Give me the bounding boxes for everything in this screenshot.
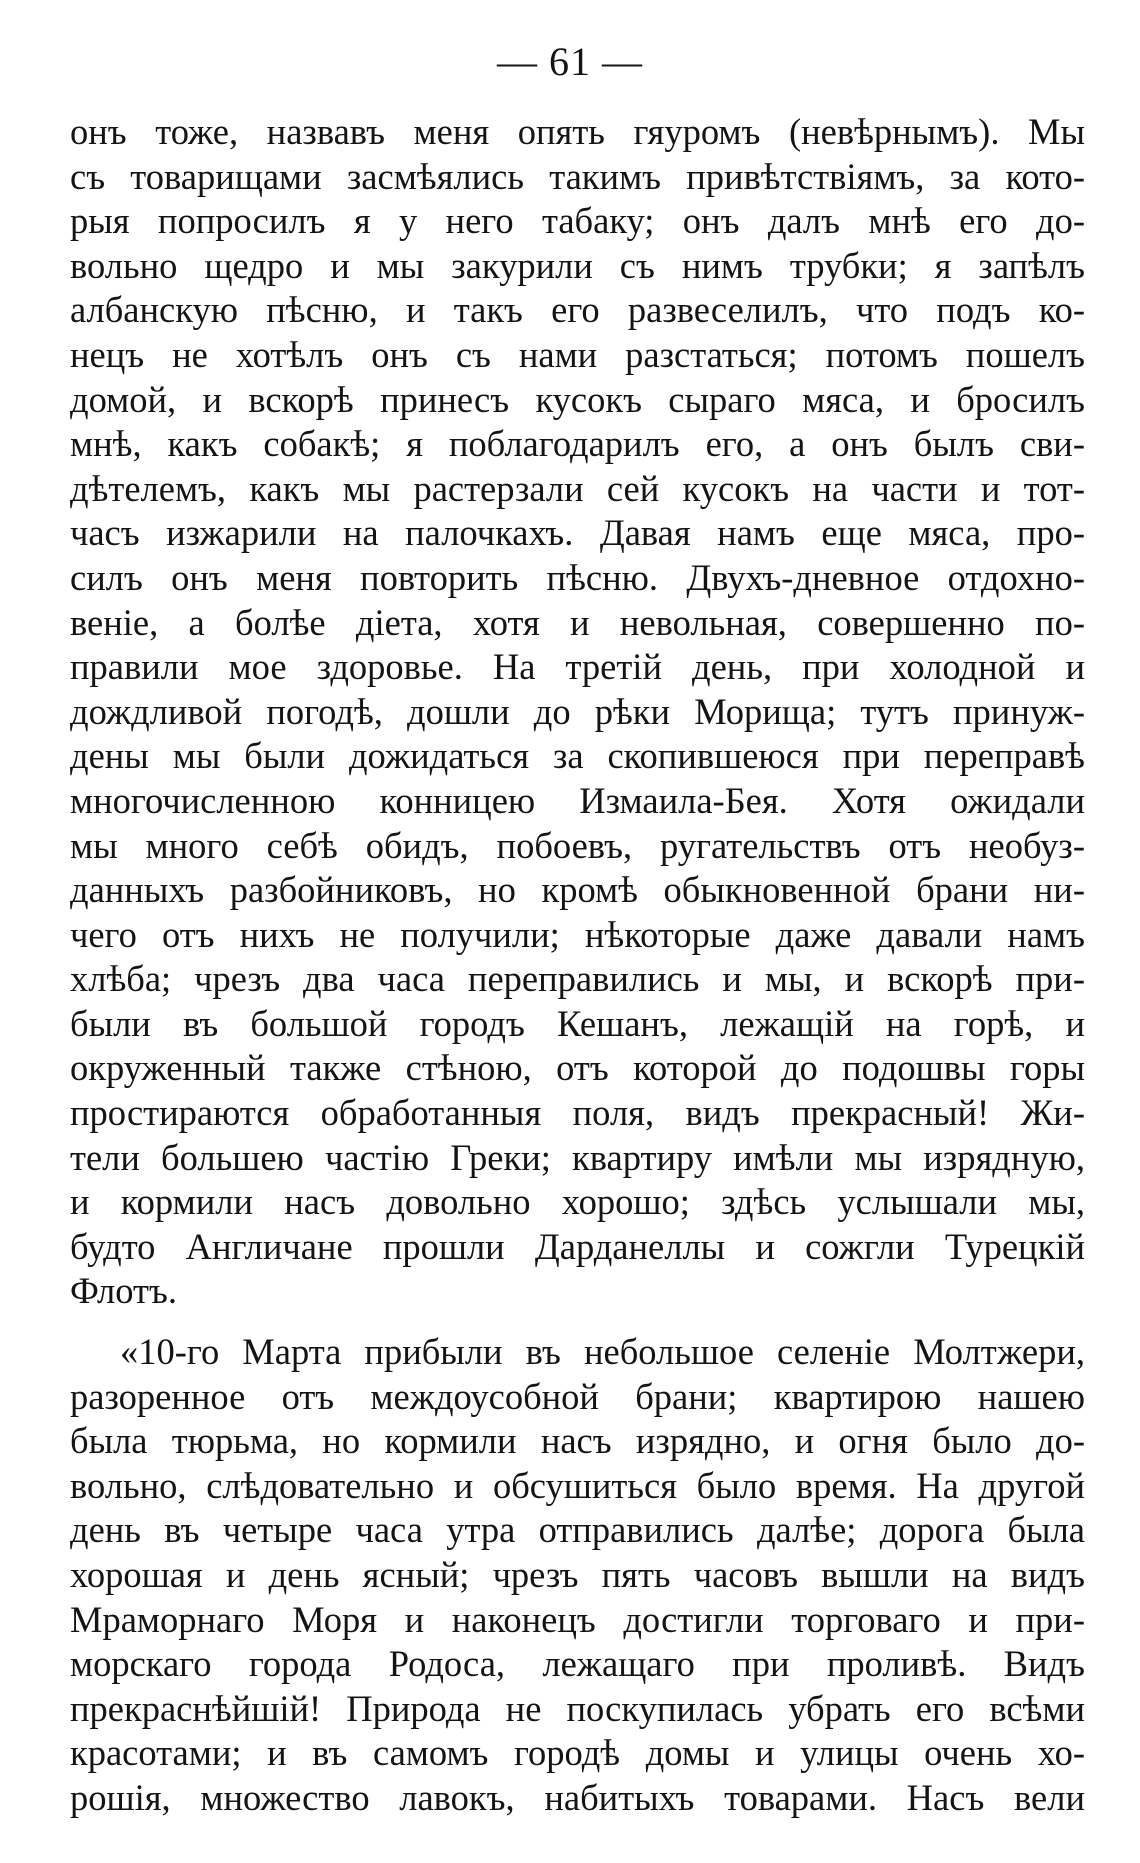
text-line: дены мы были дожидаться за скопившеюся при переправѣ bbox=[70, 735, 1085, 777]
text-line: часъ изжарили на палочкахъ. Давая намъ еще мяса, про- bbox=[70, 512, 1085, 554]
text-line: съ товарищами засмѣялись такимъ привѣтствіямъ, за кото- bbox=[70, 155, 1085, 197]
text-line: рыя попросилъ я у него табаку; онъ далъ мнѣ его до- bbox=[70, 200, 1085, 242]
text-line: правили мое здоровье. На третій день, при холодной и bbox=[70, 646, 1085, 688]
text-line: были въ большой городъ Кешанъ, лежащій на горѣ, и bbox=[70, 1002, 1085, 1044]
text-line: многочисленною конницею Измаила-Бея. Хотя ожидали bbox=[70, 779, 1085, 821]
text-line: окруженный также стѣною, отъ которой до подошвы горы bbox=[70, 1047, 1085, 1089]
text-line: чего отъ нихъ не получили; нѣкоторые даже давали намъ bbox=[70, 913, 1085, 955]
text-line: морскаго города Родоса, лежащаго при проливѣ. Видъ bbox=[70, 1643, 1085, 1685]
text-line: вольно щедро и мы закурили съ нимъ трубки; я запѣлъ bbox=[70, 244, 1085, 286]
text-line: простираются обработанныя поля, видъ прекрасный! Жи- bbox=[70, 1092, 1085, 1134]
text-line: и кормили насъ довольно хорошо; здѣсь услышали мы, bbox=[70, 1181, 1085, 1223]
text-line: Флотъ. bbox=[70, 1270, 177, 1312]
text-line: «10-го Марта прибыли въ небольшое селеніе Молтжери, bbox=[120, 1331, 1085, 1372]
text-line: силъ онъ меня повторить пѣсню. Двухъ-дневное отдохно- bbox=[70, 556, 1085, 598]
text-line: онъ тоже, назвавъ меня опять гяуромъ (невѣрнымъ). Мы bbox=[70, 111, 1085, 152]
text-line: данныхъ разбойниковъ, но кромѣ обыкновенной брани ни- bbox=[70, 869, 1085, 911]
text-line: рошія, множество лавокъ, набитыхъ товарами. Насъ вели bbox=[70, 1776, 1085, 1818]
text-line: разоренное отъ междоусобной брани; квартирою нашею bbox=[70, 1375, 1085, 1417]
paragraph-2 bbox=[70, 1330, 1085, 1821]
text-line: тели большею частію Греки; квартиру имѣли мы изрядную, bbox=[70, 1136, 1085, 1178]
text-line: красотами; и въ самомъ городѣ домы и улицы очень хо- bbox=[70, 1732, 1085, 1774]
text-line: прекраснѣйшій! Природа не поскупилась убрать его всѣми bbox=[70, 1687, 1085, 1729]
paragraph-1 bbox=[70, 110, 1085, 1314]
page-number: — 61 — bbox=[497, 39, 643, 84]
text-line: мнѣ, какъ собакѣ; я поблагодарилъ его, а онъ былъ сви- bbox=[70, 423, 1085, 465]
text-line: была тюрьма, но кормили насъ изрядно, и огня было до- bbox=[70, 1420, 1085, 1462]
text-line: вольно, слѣдовательно и обсушиться было время. На другой bbox=[70, 1464, 1085, 1506]
text-line: албанскую пѣсню, и такъ его развеселилъ, что подъ ко- bbox=[70, 289, 1085, 331]
text-line: дѣтелемъ, какъ мы растерзали сей кусокъ на части и тот- bbox=[70, 467, 1085, 509]
text-line: дождливой погодѣ, дошли до рѣки Морища; тутъ принуж- bbox=[70, 690, 1085, 732]
text-line: хлѣба; чрезъ два часа переправились и мы, и вскорѣ при- bbox=[70, 958, 1085, 1000]
text-line: домой, и вскорѣ принесъ кусокъ сыраго мяса, и бросилъ bbox=[70, 378, 1085, 420]
text-line: день въ четыре часа утра отправились далѣе; дорога была bbox=[70, 1509, 1085, 1551]
text-line: будто Англичане прошли Дарданеллы и сожгли Турецкій bbox=[70, 1225, 1085, 1267]
text-line: веніе, а болѣе діета, хотя и невольная, совершенно по- bbox=[70, 601, 1085, 643]
text-line: Мраморнаго Моря и наконецъ достигли торговаго и при- bbox=[70, 1598, 1085, 1640]
text-line: нецъ не хотѣлъ онъ съ нами разстаться; потомъ пошелъ bbox=[70, 333, 1085, 375]
text-line: хорошая и день ясный; чрезъ пять часовъ вышли на видъ bbox=[70, 1553, 1085, 1595]
text-line: мы много себѣ обидъ, побоевъ, ругательствъ отъ необуз- bbox=[70, 824, 1085, 866]
